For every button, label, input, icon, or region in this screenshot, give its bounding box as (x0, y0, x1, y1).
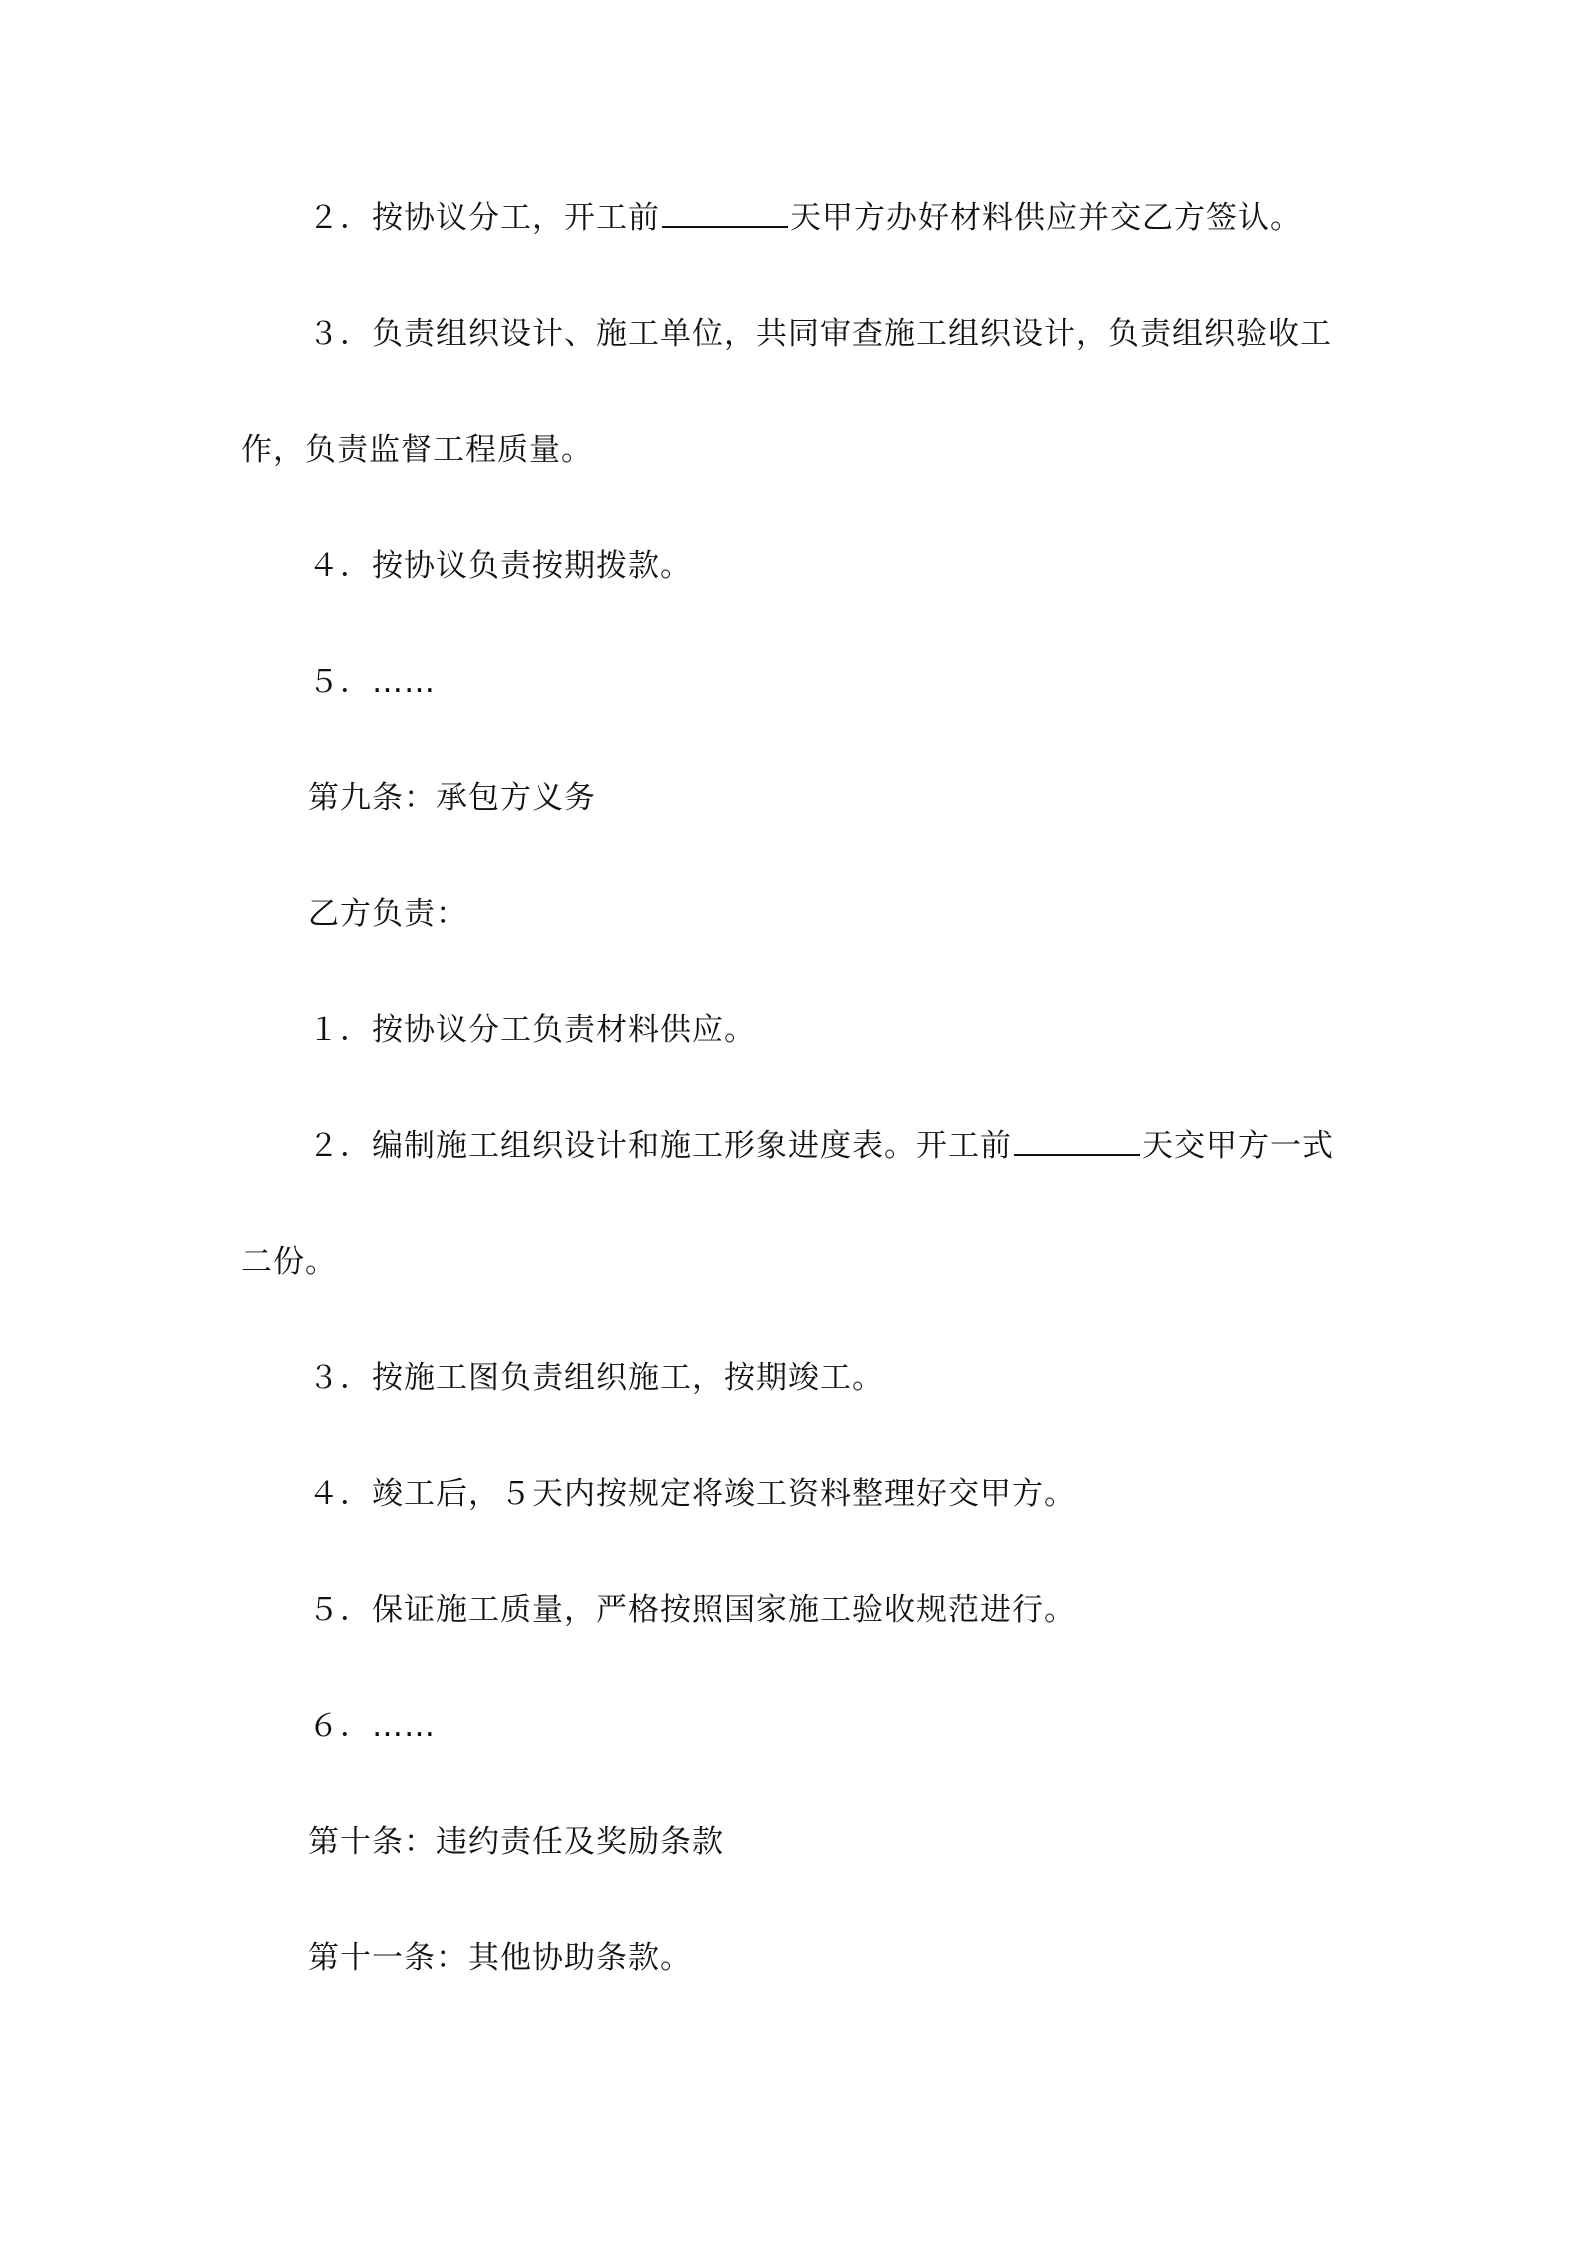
party-b-responsibilities-label: 乙方负责： (308, 896, 468, 932)
clause-8-item-2-text-a: ２．按协议分工，开工前 (308, 200, 660, 236)
clause-9-item-2 (308, 1124, 1334, 1168)
clause-11-heading: 第十一条：其他协助条款。 (308, 1940, 692, 1976)
clause-9-item-5: ５．保证施工质量，严格按照国家施工验收规范进行。 (308, 1592, 1076, 1628)
clause-8-item-2 (308, 196, 1302, 240)
clause-10-heading: 第十条：违约责任及奖励条款 (308, 1824, 724, 1860)
clause-8-item-3-continued: 作，负责监督工程质量。 (241, 432, 593, 468)
clause-8-item-4: ４．按协议负责按期拨款。 (308, 548, 692, 584)
clause-9-heading: 第九条：承包方义务 (308, 780, 596, 816)
clause-8-item-5: ５．…… (308, 664, 436, 700)
clause-9-item-2-text-b: 天交甲方一式 (1142, 1128, 1334, 1164)
clause-8-item-2-text-b: 天甲方办好材料供应并交乙方签认。 (790, 200, 1302, 236)
clause-8-item-3: ３．负责组织设计、施工单位，共同审查施工组织设计，负责组织验收工 (308, 316, 1332, 352)
clause-9-item-4: ４．竣工后，５天内按规定将竣工资料整理好交甲方。 (308, 1476, 1076, 1512)
clause-9-item-2-continued: 二份。 (241, 1244, 337, 1280)
clause-9-item-6: ６．…… (308, 1708, 436, 1744)
clause-9-item-1: １．按协议分工负责材料供应。 (308, 1012, 756, 1048)
fill-in-blank-days-2 (1014, 1124, 1140, 1156)
clause-9-item-2-text-a: ２．编制施工组织设计和施工形象进度表。开工前 (308, 1128, 1012, 1164)
fill-in-blank-days (662, 196, 788, 228)
clause-9-item-3: ３．按施工图负责组织施工，按期竣工。 (308, 1360, 884, 1396)
